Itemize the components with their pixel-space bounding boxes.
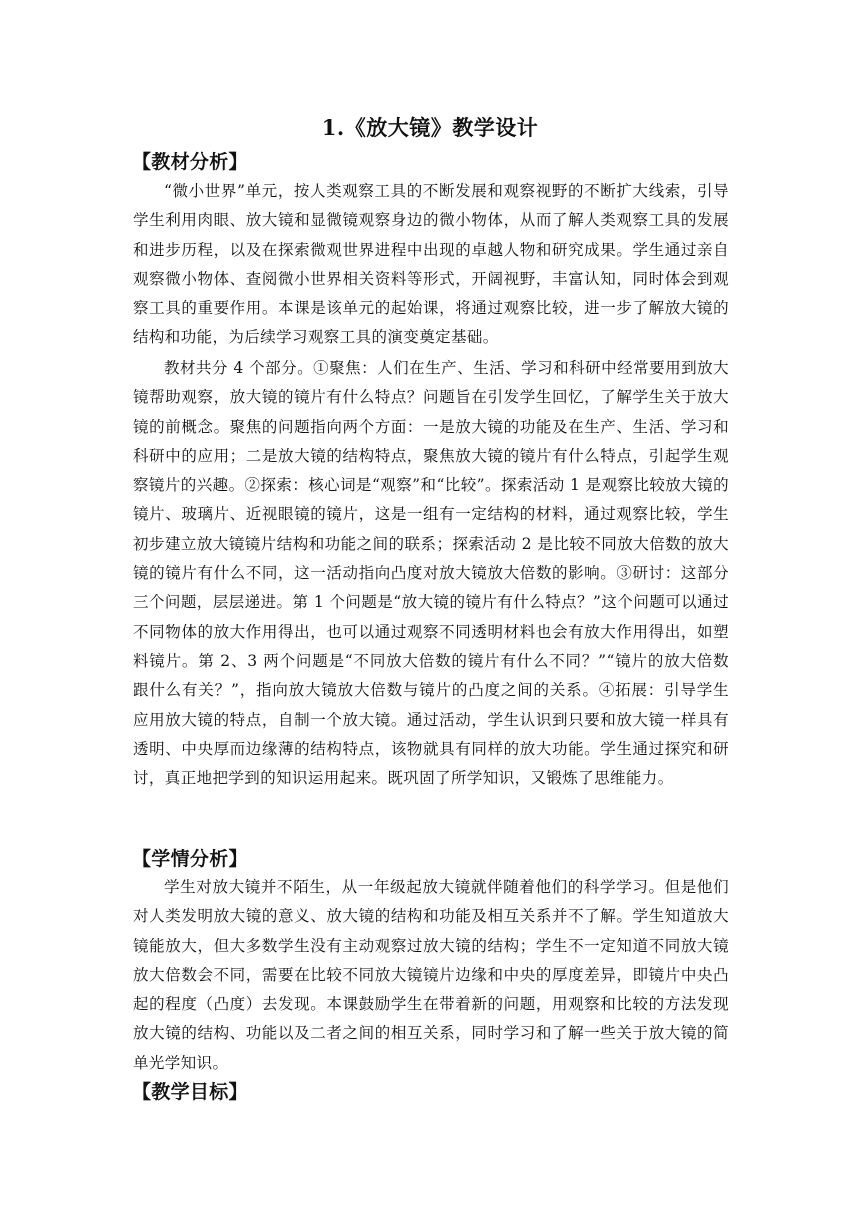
paragraph-learner-analysis-1: 学生对放大镜并不陌生，从一年级起放大镜就伴随着他们的科学学习。但是他们对人类发明放大镜的意义、放大镜的结构和功能及相互关系并不了解。学生知道放大镜能放大，但大多数学生没有主动观察过放大镜的结构；学生不一定知道不同放大镜放大倍数会不同，需要在比较不同放大镜镜片边缘和中央的厚度差异，即镜片中央凸起的程度（凸度）去发现。本课鼓励学生在带着新的问题，用观察和比较的方法发现放大镜的结构、功能以及二者之间的相互关系，同时学习和了解一些关于放大镜的简单光学知识。 [133, 878, 729, 1072]
paragraph-material-analysis-1: “微小世界”单元，按人类观察工具的不断发展和观察视野的不断扩大线索，引导学生利用肉眼、放大镜和显微镜观察身边的微小物体，从而了解人类观察工具的发展和进步历程，以及在探索微观世界进程中出现的卓越人物和研究成果。学生通过亲自观察微小物体、查阅微小世界相关资料等形式，开阔视野，丰富认知，同时体会到观察工具的重要作用。本课是该单元的起始课，将通过观察比较，进一步了解放大镜的结构和功能，为后续学习观察工具的演变奠定基础。 [133, 182, 729, 347]
section-heading-learner-analysis: 【学情分析】 [132, 848, 248, 870]
section-heading-teaching-objectives: 【教学目标】 [132, 1081, 248, 1103]
paragraph-material-analysis-2: 教材共分 4 个部分。①聚焦：人们在生产、生活、学习和科研中经常要用到放大镜帮助观察，放大镜的镜片有什么特点？问题旨在引发学生回忆，了解学生关于放大镜的前概念。聚焦的问题指向两个方面：一是放大镜的功能及在生产、生活、学习和科研中的应用；二是放大镜的结构特点，聚焦放大镜的镜片有什么特点，引起学生观察镜片的兴趣。②探索：核心词是“观察”和“比较”。探索活动 1 是观察比较放大镜的镜片、玻璃片、近视眼镜的镜片，这是一组有一定结构的材料，通过观察比较，学生初步建立放大镜镜片结构和功能之间的联系；探索活动 2 是比较不同放大倍数的放大镜的镜片有什么不同，这一活动指向凸度对放大镜放大倍数的影响。③研讨：这部分三个问题，层层递进。第 1 个问题是“放大镜的镜片有什么特点？”这个问题可以通过不同物体的放大作用得出，也可以通过观察不同透明材料也会有放大作用得出，如塑料镜片。第 2、3 两个问题是“不同放大倍数的镜片有什么不同？”“镜片的放大倍数跟什么有关？”，指向放大镜放大倍数与镜片的凸度之间的关系。④拓展：引导学生应用放大镜的特点，自制一个放大镜。通过活动，学生认识到只要和放大镜一样具有透明、中央厚而边缘薄的结构特点，该物就具有同样的放大功能。学生通过探究和研讨，真正地把学到的知识运用起来。既巩固了所学知识，又锻炼了思维能力。 [133, 359, 729, 788]
section-heading-material-analysis: 【教材分析】 [132, 151, 248, 173]
document-title: 1.《放大镜》教学设计 [321, 115, 539, 140]
